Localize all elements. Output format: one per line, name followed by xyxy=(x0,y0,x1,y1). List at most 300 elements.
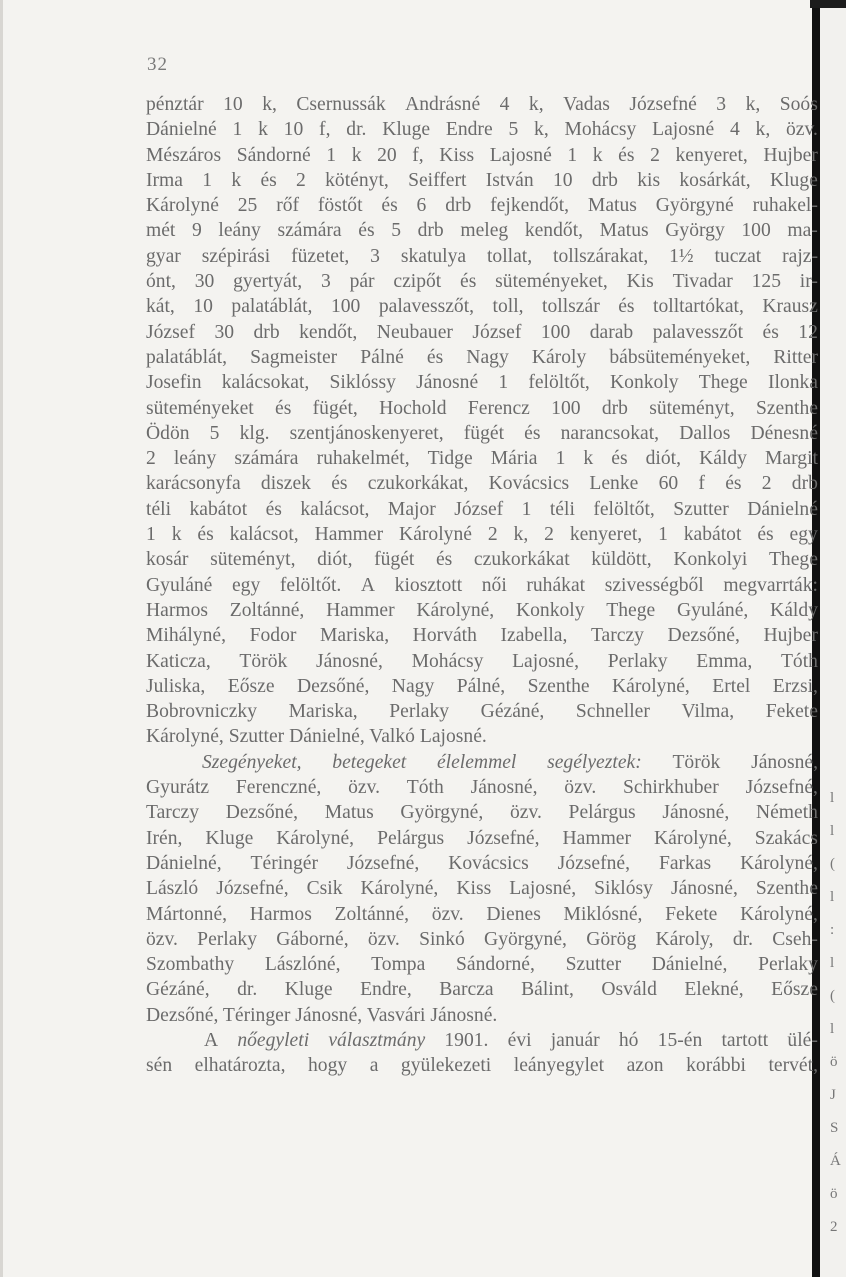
word: korábbi xyxy=(686,1055,746,1077)
word: Lenke xyxy=(589,473,639,495)
word: k xyxy=(592,144,603,166)
word: 1 xyxy=(326,144,337,166)
word: palatáblát, xyxy=(231,296,313,318)
text-line xyxy=(146,800,818,825)
word: czukorkákat xyxy=(473,549,570,571)
word: Matus xyxy=(324,802,374,824)
word: 6 xyxy=(416,195,427,217)
word: Tarczy xyxy=(146,802,200,824)
word: Farkas xyxy=(658,852,712,874)
word: ruhákat xyxy=(526,574,586,596)
word: Harmos xyxy=(249,903,312,925)
word: Szenthe xyxy=(755,397,818,419)
word: 100 xyxy=(741,220,771,242)
word: és xyxy=(725,473,742,495)
word: 9 xyxy=(192,220,202,242)
word: Lászlóné, xyxy=(264,954,341,976)
word: karácsonyfa xyxy=(146,473,241,495)
word: kenyeret, xyxy=(675,144,748,166)
text-line xyxy=(146,724,818,749)
word: Sándorné xyxy=(236,144,311,166)
text-line xyxy=(146,522,818,547)
word: Károlyné, xyxy=(740,852,818,874)
word: Izabella, xyxy=(500,625,568,647)
word: tolltartókat, xyxy=(653,296,744,318)
word: József xyxy=(454,498,504,520)
word: tollszárakat, xyxy=(553,245,649,267)
word: dr. xyxy=(237,979,258,1001)
word: k, xyxy=(745,94,761,115)
word: Török xyxy=(672,751,721,773)
word: Konkolyi xyxy=(673,549,748,571)
text-line xyxy=(146,294,818,319)
word: Matus xyxy=(599,220,649,242)
word: Szenthe xyxy=(527,675,590,697)
word: Hujber xyxy=(763,625,818,647)
word: k xyxy=(171,524,182,546)
text-line xyxy=(146,699,818,724)
word: Károlyné, xyxy=(416,599,495,621)
text-line xyxy=(146,1003,818,1028)
word: Horváth xyxy=(412,625,477,647)
word: füzetet, xyxy=(291,245,350,267)
word: ma- xyxy=(787,220,818,242)
word: Pálné xyxy=(360,346,404,368)
text-line xyxy=(146,547,818,572)
word: Mariska, xyxy=(319,625,390,647)
word: 1 xyxy=(146,524,156,546)
word: Dánielné, xyxy=(651,954,728,976)
word: ruhakelmét, xyxy=(316,448,410,470)
word: rajz- xyxy=(782,245,818,267)
word: Neubauer xyxy=(376,321,453,343)
word: szivességből xyxy=(604,574,704,596)
word: kát, xyxy=(146,296,175,318)
word: skatulya xyxy=(400,245,467,267)
margin-letter: 2 xyxy=(830,1219,838,1235)
word: drb xyxy=(591,169,618,191)
text-line xyxy=(146,1028,818,1053)
word: 10 xyxy=(223,94,243,115)
word: Dezsőné, xyxy=(667,625,740,647)
word: Konkoly xyxy=(515,599,585,621)
word: Irma xyxy=(146,169,183,191)
word: özv. xyxy=(509,802,542,824)
word: 2 xyxy=(650,144,660,166)
text-line xyxy=(146,750,818,775)
word: kiosztott xyxy=(394,574,463,596)
margin-letter: J xyxy=(830,1087,836,1103)
word: Mohácsy xyxy=(564,119,637,141)
word: klg. xyxy=(239,422,270,444)
word: Csik xyxy=(306,878,343,900)
text-line xyxy=(146,497,818,522)
word: Dénesné xyxy=(750,422,818,444)
word: Kiss xyxy=(439,144,475,166)
word: Perlaky xyxy=(607,650,668,672)
word: kabátot xyxy=(189,498,248,520)
word: Dezsőné, xyxy=(225,802,299,824)
word: toll, xyxy=(492,296,524,318)
word: számára xyxy=(277,220,342,242)
word: Harmos xyxy=(146,599,209,621)
word: Szakács xyxy=(754,827,818,849)
word: Vadas xyxy=(563,94,610,115)
word: Mártonné, xyxy=(146,903,228,925)
word: ónt, xyxy=(146,271,176,293)
word: bábsüteményeket, xyxy=(609,346,751,368)
word: Katicza, xyxy=(146,650,211,672)
margin-letter: : xyxy=(830,922,835,938)
body-text xyxy=(146,92,818,1079)
word: Fekete xyxy=(665,903,718,925)
word: k, xyxy=(513,524,529,546)
word: 15-én xyxy=(657,1029,703,1051)
word: k, xyxy=(755,119,771,141)
word: kalácsokat, xyxy=(221,372,310,394)
word: téli xyxy=(146,498,172,520)
word: Soós xyxy=(779,94,818,115)
word: női xyxy=(481,574,507,596)
text-line xyxy=(146,573,818,598)
word: számára xyxy=(234,448,299,470)
word: és xyxy=(435,549,453,571)
word: Ödön xyxy=(146,422,190,444)
word: 1 xyxy=(555,448,566,470)
word: Mihályné, xyxy=(146,625,226,647)
word: Erzsi, xyxy=(772,675,818,697)
word: Siklóssy xyxy=(329,372,396,394)
word: Hammer xyxy=(562,827,632,849)
word: czipőt xyxy=(393,271,442,293)
word: özv. xyxy=(564,777,597,799)
word: kendőt, xyxy=(524,220,584,242)
word: dr. xyxy=(732,928,753,950)
word: egy xyxy=(789,524,818,546)
word: Sándorné, xyxy=(456,954,535,976)
word: Nagy xyxy=(391,675,435,697)
word: kosár xyxy=(146,549,189,571)
word: küldött, xyxy=(591,549,652,571)
word: palatáblát, xyxy=(146,346,228,368)
italic-word: élelemmel xyxy=(436,751,517,773)
text-line xyxy=(146,927,818,952)
word: és xyxy=(381,195,398,217)
word: Károlyné, xyxy=(654,827,732,849)
word: kenyeret, xyxy=(569,524,643,546)
word: Károlyné, xyxy=(276,827,355,849)
word: diszek xyxy=(260,473,311,495)
margin-letter: ö xyxy=(830,1186,838,1202)
word: pár xyxy=(349,271,375,293)
word: Margit xyxy=(765,448,818,470)
word: 4 xyxy=(499,94,510,115)
text-line xyxy=(146,269,818,294)
word: föstőt xyxy=(317,195,363,217)
word: 100 xyxy=(540,321,571,343)
word: és xyxy=(757,524,774,546)
word: Nagy xyxy=(466,346,509,368)
word: süteményeket, xyxy=(495,271,608,293)
word: 3 xyxy=(716,94,727,115)
word: dr. xyxy=(346,119,367,141)
margin-letter: l xyxy=(830,955,835,971)
word: Tompa xyxy=(371,954,426,976)
word: Sinkó xyxy=(419,928,465,950)
word: Irén, xyxy=(146,827,183,849)
page-left-edge xyxy=(0,0,3,1277)
word: Károlyné, xyxy=(612,675,690,697)
text-line xyxy=(146,143,818,168)
word: palavesszőt xyxy=(652,321,744,343)
word: téli xyxy=(549,498,575,520)
word: ir- xyxy=(799,271,818,293)
word: Tarczy xyxy=(590,625,644,647)
text-line xyxy=(146,775,818,800)
word: Jánosné xyxy=(416,372,479,394)
word: 5 xyxy=(209,422,220,444)
margin-letter: l xyxy=(830,790,835,806)
word: gyar xyxy=(146,245,181,267)
word: 1½ xyxy=(669,245,694,267)
word: Szutter xyxy=(565,954,622,976)
word: Osváld xyxy=(601,979,657,1001)
margin-letter: l xyxy=(830,889,835,905)
word: egy xyxy=(231,574,261,596)
italic-word: nőegyleti xyxy=(237,1029,310,1051)
text-line xyxy=(146,598,818,623)
text-line xyxy=(146,826,818,851)
word: tuczat xyxy=(714,245,762,267)
word: tervét, xyxy=(768,1055,818,1077)
word: és xyxy=(618,144,635,166)
word: Krausz xyxy=(762,296,818,318)
word: Károlyné, xyxy=(740,903,818,925)
word: Ritter xyxy=(773,346,818,368)
word: Kovácsics xyxy=(488,473,570,495)
word: Gézáné, xyxy=(146,979,210,1001)
word: Hochold xyxy=(379,397,447,419)
word: Zoltánné, xyxy=(334,903,410,925)
margin-letter: l xyxy=(830,823,835,839)
word: leányegylet xyxy=(513,1055,605,1077)
word: 10 xyxy=(552,169,573,191)
word: Perlaky xyxy=(389,701,450,723)
word: kalácsot, xyxy=(229,524,299,546)
adjacent-page-edge xyxy=(820,0,846,1277)
word: László xyxy=(146,878,199,900)
word: Szutter xyxy=(673,498,729,520)
word: meleg xyxy=(460,220,509,242)
text-line xyxy=(146,193,818,218)
word: tartott xyxy=(721,1029,769,1051)
word: 12 xyxy=(798,321,818,343)
word: f, xyxy=(319,119,331,141)
word: Józsefné, xyxy=(346,852,420,874)
word: évi xyxy=(507,1029,532,1051)
word: Fodor xyxy=(249,625,297,647)
word: Kluge xyxy=(205,827,254,849)
word: és xyxy=(275,397,292,419)
text-line xyxy=(146,952,818,977)
word: 125 xyxy=(751,271,781,293)
word: Káldy xyxy=(770,599,818,621)
word: felöltőt. xyxy=(279,574,342,596)
word: és xyxy=(762,321,779,343)
word: drb xyxy=(253,321,280,343)
word: k xyxy=(351,144,362,166)
word: 4 xyxy=(729,119,740,141)
word: és xyxy=(618,296,635,318)
text-line xyxy=(146,244,818,269)
word: Dánielné xyxy=(747,498,818,520)
word: Siklósy xyxy=(594,878,653,900)
word: szentjánoskenyeret, xyxy=(289,422,444,444)
word: Gyuláné xyxy=(146,574,213,596)
word: narancsokat, xyxy=(560,422,660,444)
word: drb xyxy=(791,473,818,495)
word: Perlaky xyxy=(758,954,818,976)
word: 1901. xyxy=(444,1029,489,1051)
word: Hammer xyxy=(314,524,384,546)
word: Konkoly xyxy=(610,372,679,394)
text-line xyxy=(146,345,818,370)
word: Károly, xyxy=(655,928,714,950)
word: Gáborné, xyxy=(276,928,349,950)
word: süteményt, xyxy=(210,549,296,571)
word: Lajosné, xyxy=(509,878,577,900)
text-line xyxy=(146,446,818,471)
word: diót, xyxy=(645,448,682,470)
word: Kis xyxy=(626,271,654,293)
word: Fekete xyxy=(765,701,818,723)
word: Cseh- xyxy=(772,928,818,950)
word: szépirási xyxy=(201,245,271,267)
word: Jánosné, xyxy=(751,751,818,773)
word: és xyxy=(197,524,214,546)
word: gyülekezeti xyxy=(400,1055,492,1077)
word: drb xyxy=(601,397,628,419)
word: Endre, xyxy=(360,979,412,1001)
word: kendőt, xyxy=(299,321,358,343)
margin-letter: S xyxy=(830,1120,839,1136)
word: Zoltánné, xyxy=(229,599,305,621)
word: Eősze xyxy=(227,675,275,697)
word: azon xyxy=(626,1055,664,1077)
word: Károlyné xyxy=(399,524,472,546)
word: k, xyxy=(534,119,549,141)
word: és xyxy=(611,448,628,470)
word: Mária xyxy=(490,448,538,470)
word: Bálint, xyxy=(521,979,574,1001)
word: 60 xyxy=(658,473,679,495)
word: Szenthe xyxy=(755,878,818,900)
word: Major xyxy=(387,498,436,520)
word: Györgyné xyxy=(655,195,734,217)
word: Lajosné, xyxy=(512,650,580,672)
word: Lajosné xyxy=(652,119,715,141)
word: Csernussák xyxy=(296,94,386,115)
word: Káldy xyxy=(699,448,747,470)
word: Dallos xyxy=(679,422,731,444)
word: Mészáros xyxy=(146,144,222,166)
word: Emma, xyxy=(696,650,753,672)
word: palavesszőt, xyxy=(378,296,475,318)
word: 1 xyxy=(232,119,243,141)
word: 10 xyxy=(193,296,213,318)
word: k, xyxy=(262,94,277,115)
word: özv. xyxy=(786,119,818,141)
word: Vilma, xyxy=(681,701,735,723)
word: és xyxy=(460,271,477,293)
word: süteményt, xyxy=(649,397,735,419)
word: kabátot xyxy=(683,524,742,546)
word: Lajosné xyxy=(489,144,552,166)
word: Perlaky xyxy=(197,928,258,950)
word: Pálné, xyxy=(456,675,506,697)
word: fügét, xyxy=(312,397,358,419)
word: József xyxy=(146,321,195,343)
word: és xyxy=(426,346,444,368)
word: Bobrovniczky xyxy=(146,701,258,723)
word: Károlyné xyxy=(146,195,219,217)
word: és xyxy=(265,498,282,520)
word: Pelárgus xyxy=(377,827,445,849)
word: Jánosné, xyxy=(670,878,738,900)
word: Ilonka xyxy=(767,372,818,394)
word: Károlyné, xyxy=(360,878,439,900)
text-line xyxy=(146,851,818,876)
word: rőf xyxy=(276,195,300,217)
text-line xyxy=(146,218,818,243)
word: pénztár xyxy=(146,94,204,115)
word: özv. xyxy=(431,903,464,925)
text-line xyxy=(146,623,818,648)
word: A xyxy=(204,1029,219,1051)
word: Kluge xyxy=(769,169,818,191)
text-line xyxy=(146,421,818,446)
word: Juliska, xyxy=(146,675,206,697)
word: és xyxy=(260,169,277,191)
word: felöltőt, xyxy=(528,372,590,394)
word: Tóth xyxy=(780,650,818,672)
margin-letter: l xyxy=(830,1021,835,1037)
word: czukorkákat, xyxy=(367,473,469,495)
word: k xyxy=(231,169,242,191)
word: Miklósné, xyxy=(563,903,643,925)
word: hogy xyxy=(308,1055,348,1077)
text-line xyxy=(146,471,818,496)
word: 100 xyxy=(330,296,361,318)
word: György xyxy=(665,220,725,242)
word: Józsefné, xyxy=(467,827,540,849)
word: 1 xyxy=(658,524,668,546)
word: Györgyné, xyxy=(484,928,567,950)
word: Thege xyxy=(606,599,656,621)
word: tollat, xyxy=(486,245,533,267)
word: kalácsot, xyxy=(300,498,370,520)
page-number: 32 xyxy=(147,54,168,75)
word: 1 xyxy=(567,144,578,166)
text-line xyxy=(146,876,818,901)
margin-letter: ( xyxy=(830,856,835,872)
word: Jánosné, xyxy=(662,802,730,824)
word: k xyxy=(583,448,594,470)
word: 2 xyxy=(146,448,156,470)
word: Pelárgus xyxy=(568,802,636,824)
text-line xyxy=(146,649,818,674)
word: Ferencz xyxy=(467,397,530,419)
